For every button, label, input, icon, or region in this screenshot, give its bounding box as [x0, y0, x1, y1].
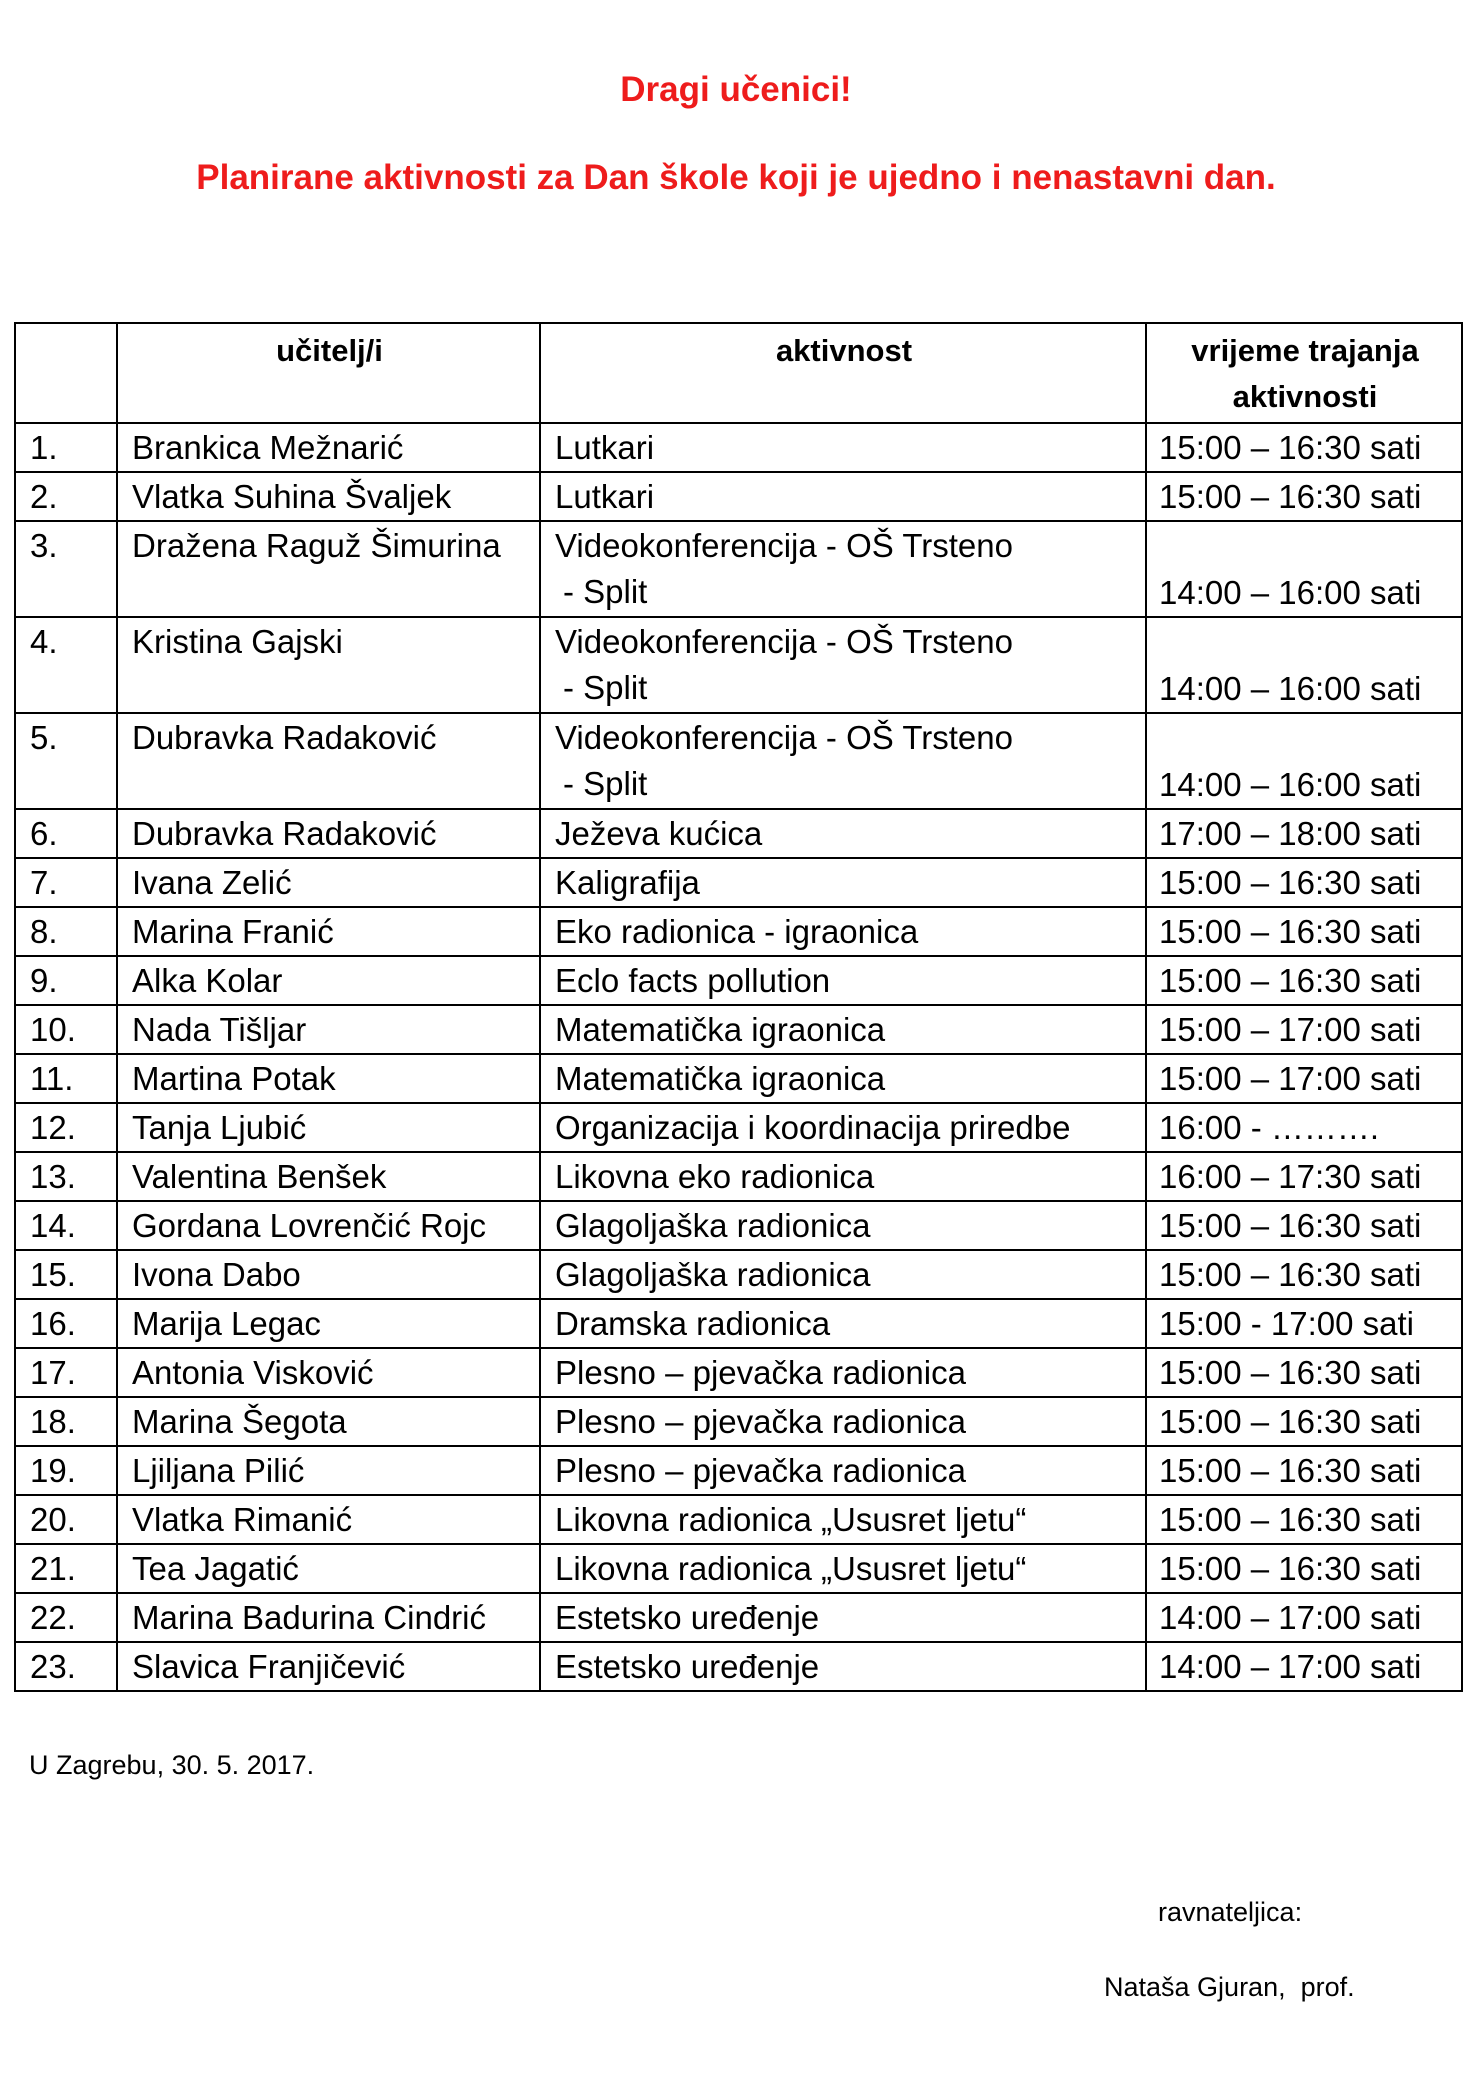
row-number: 3.: [15, 521, 117, 617]
row-activity-line1: Likovna radionica „Ususret ljetu“: [555, 1550, 1027, 1587]
row-activity-line1: Glagoljaška radionica: [555, 1207, 871, 1244]
row-teacher: Marina Franić: [117, 907, 540, 956]
row-number: 20.: [15, 1495, 117, 1544]
row-activity-line1: Glagoljaška radionica: [555, 1256, 871, 1293]
row-teacher: Marina Šegota: [117, 1397, 540, 1446]
table-body: [15, 423, 1462, 1691]
row-activity-line1: Likovna eko radionica: [555, 1158, 875, 1195]
row-teacher: Valentina Benšek: [117, 1152, 540, 1201]
table-row: [15, 1446, 1462, 1495]
row-activity: [540, 617, 1146, 713]
row-activity: [540, 1152, 1146, 1201]
row-activity-line2: - Split: [563, 765, 648, 802]
row-activity: [540, 1103, 1146, 1152]
table-row: [15, 1642, 1462, 1691]
row-activity-line1: Eclo facts pollution: [555, 962, 831, 999]
row-number: 2.: [15, 472, 117, 521]
row-teacher: Marina Badurina Cindrić: [117, 1593, 540, 1642]
table-row: [15, 1348, 1462, 1397]
place-date: U Zagrebu, 30. 5. 2017.: [29, 1750, 315, 1780]
row-teacher: Martina Potak: [117, 1054, 540, 1103]
row-number: 14.: [15, 1201, 117, 1250]
row-time: 15:00 – 16:30 sati: [1146, 423, 1462, 472]
row-time: 14:00 – 16:00 sati: [1146, 521, 1462, 617]
row-number: 21.: [15, 1544, 117, 1593]
table-row: [15, 858, 1462, 907]
row-teacher: Gordana Lovrenčić Rojc: [117, 1201, 540, 1250]
col-header-teacher: učitelj/i: [117, 323, 540, 423]
row-time: 16:00 - ……….: [1146, 1103, 1462, 1152]
row-time: 15:00 – 16:30 sati: [1146, 956, 1462, 1005]
row-activity: [540, 423, 1146, 472]
row-number: 18.: [15, 1397, 117, 1446]
row-activity-line1: Matematička igraonica: [555, 1011, 886, 1048]
row-teacher: Tea Jagatić: [117, 1544, 540, 1593]
col-header-time-line1: vrijeme trajanja: [1191, 333, 1419, 368]
row-activity: [540, 521, 1146, 617]
row-number: 17.: [15, 1348, 117, 1397]
row-number: 5.: [15, 713, 117, 809]
row-teacher: Ivana Zelić: [117, 858, 540, 907]
row-activity-line1: Dramska radionica: [555, 1305, 831, 1342]
row-activity-line1: Lutkari: [555, 429, 655, 466]
row-teacher: Alka Kolar: [117, 956, 540, 1005]
page-title: Dragi učenici!: [620, 70, 852, 109]
col-header-time: [1146, 323, 1462, 423]
row-activity: [540, 1544, 1146, 1593]
row-activity: [540, 809, 1146, 858]
row-teacher: Ivona Dabo: [117, 1250, 540, 1299]
row-activity: [540, 858, 1146, 907]
row-number: 13.: [15, 1152, 117, 1201]
row-time: 15:00 – 16:30 sati: [1146, 907, 1462, 956]
row-number: 16.: [15, 1299, 117, 1348]
row-activity-line1: Plesno – pjevačka radionica: [555, 1354, 966, 1391]
table-row: [15, 617, 1462, 713]
row-time: 15:00 – 16:30 sati: [1146, 1201, 1462, 1250]
row-time: 15:00 – 16:30 sati: [1146, 1446, 1462, 1495]
row-teacher: Antonia Visković: [117, 1348, 540, 1397]
row-number: 8.: [15, 907, 117, 956]
table-row: [15, 472, 1462, 521]
row-time: 14:00 – 17:00 sati: [1146, 1642, 1462, 1691]
row-teacher: Vlatka Suhina Švaljek: [117, 472, 540, 521]
row-number: 22.: [15, 1593, 117, 1642]
col-header-activity: aktivnost: [540, 323, 1146, 423]
row-activity-line1: Eko radionica - igraonica: [555, 913, 919, 950]
row-time: 14:00 – 16:00 sati: [1146, 617, 1462, 713]
signature-role: ravnateljica:: [1158, 1897, 1303, 1927]
row-time: 15:00 – 16:30 sati: [1146, 1495, 1462, 1544]
row-time: 14:00 – 17:00 sati: [1146, 1593, 1462, 1642]
table-row: [15, 713, 1462, 809]
row-number: 6.: [15, 809, 117, 858]
col-header-time-line2: aktivnosti: [1232, 379, 1378, 414]
row-activity: [540, 1054, 1146, 1103]
row-time: 15:00 – 17:00 sati: [1146, 1054, 1462, 1103]
row-number: 7.: [15, 858, 117, 907]
row-time: 15:00 – 16:30 sati: [1146, 1250, 1462, 1299]
row-teacher: Tanja Ljubić: [117, 1103, 540, 1152]
row-number: 12.: [15, 1103, 117, 1152]
table-row: [15, 423, 1462, 472]
table-row: [15, 956, 1462, 1005]
row-teacher: Brankica Mežnarić: [117, 423, 540, 472]
row-activity: [540, 1299, 1146, 1348]
row-time: 15:00 - 17:00 sati: [1146, 1299, 1462, 1348]
signature-name: Nataša Gjuran, prof.: [1104, 1972, 1355, 2002]
row-activity-line1: Ježeva kućica: [555, 815, 763, 852]
row-teacher: Dubravka Radaković: [117, 809, 540, 858]
table-row: [15, 907, 1462, 956]
row-activity: [540, 472, 1146, 521]
row-teacher: Dražena Raguž Šimurina: [117, 521, 540, 617]
col-header-num: [15, 323, 117, 423]
table-row: [15, 1397, 1462, 1446]
row-time: 17:00 – 18:00 sati: [1146, 809, 1462, 858]
row-activity-line1: Estetsko uređenje: [555, 1648, 820, 1685]
row-activity-line1: Videokonferencija - OŠ Trsteno: [555, 527, 1013, 564]
row-activity-line1: Plesno – pjevačka radionica: [555, 1452, 966, 1489]
row-number: 15.: [15, 1250, 117, 1299]
table-header-row: [15, 323, 1462, 423]
table-row: [15, 1593, 1462, 1642]
row-activity-line1: Likovna radionica „Ususret ljetu“: [555, 1501, 1027, 1538]
row-time: 16:00 – 17:30 sati: [1146, 1152, 1462, 1201]
table-row: [15, 1054, 1462, 1103]
table-row: [15, 1005, 1462, 1054]
row-number: 1.: [15, 423, 117, 472]
row-activity: [540, 713, 1146, 809]
row-activity-line1: Estetsko uređenje: [555, 1599, 820, 1636]
row-activity: [540, 956, 1146, 1005]
table-row: [15, 1299, 1462, 1348]
row-teacher: Ljiljana Pilić: [117, 1446, 540, 1495]
row-teacher: Vlatka Rimanić: [117, 1495, 540, 1544]
table-row: [15, 1201, 1462, 1250]
row-activity-line1: Plesno – pjevačka radionica: [555, 1403, 966, 1440]
row-teacher: Nada Tišljar: [117, 1005, 540, 1054]
row-activity-line1: Matematička igraonica: [555, 1060, 886, 1097]
row-number: 9.: [15, 956, 117, 1005]
row-activity: [540, 1005, 1146, 1054]
row-activity: [540, 1593, 1146, 1642]
row-activity: [540, 1495, 1146, 1544]
table-row: [15, 1250, 1462, 1299]
row-activity-line1: Lutkari: [555, 478, 655, 515]
row-activity-line1: Organizacija i koordinacija priredbe: [555, 1109, 1071, 1146]
row-activity: [540, 1348, 1146, 1397]
row-time: 15:00 – 16:30 sati: [1146, 1348, 1462, 1397]
row-activity: [540, 1642, 1146, 1691]
row-time: 15:00 – 16:30 sati: [1146, 1397, 1462, 1446]
row-teacher: Kristina Gajski: [117, 617, 540, 713]
table-row: [15, 1152, 1462, 1201]
row-teacher: Slavica Franjičević: [117, 1642, 540, 1691]
row-number: 4.: [15, 617, 117, 713]
page-subtitle: Planirane aktivnosti za Dan škole koji je ujedno i nenastavni dan.: [196, 158, 1276, 197]
row-activity-line1: Videokonferencija - OŠ Trsteno: [555, 623, 1013, 660]
row-number: 23.: [15, 1642, 117, 1691]
row-time: 14:00 – 16:00 sati: [1146, 713, 1462, 809]
row-activity-line1: Kaligrafija: [555, 864, 700, 901]
row-teacher: Dubravka Radaković: [117, 713, 540, 809]
row-time: 15:00 – 16:30 sati: [1146, 472, 1462, 521]
row-activity: [540, 1201, 1146, 1250]
row-activity: [540, 907, 1146, 956]
row-activity: [540, 1250, 1146, 1299]
row-activity: [540, 1397, 1146, 1446]
row-number: 10.: [15, 1005, 117, 1054]
activities-table: [14, 322, 1463, 1692]
row-teacher: Marija Legac: [117, 1299, 540, 1348]
row-activity-line2: - Split: [563, 573, 648, 610]
row-time: 15:00 – 16:30 sati: [1146, 858, 1462, 907]
row-time: 15:00 – 16:30 sati: [1146, 1544, 1462, 1593]
row-time: 15:00 – 17:00 sati: [1146, 1005, 1462, 1054]
table-row: [15, 1103, 1462, 1152]
table-row: [15, 1495, 1462, 1544]
table-row: [15, 521, 1462, 617]
row-number: 11.: [15, 1054, 117, 1103]
row-activity-line2: - Split: [563, 669, 648, 706]
row-activity-line1: Videokonferencija - OŠ Trsteno: [555, 719, 1013, 756]
row-number: 19.: [15, 1446, 117, 1495]
table-row: [15, 809, 1462, 858]
table-row: [15, 1544, 1462, 1593]
row-activity: [540, 1446, 1146, 1495]
